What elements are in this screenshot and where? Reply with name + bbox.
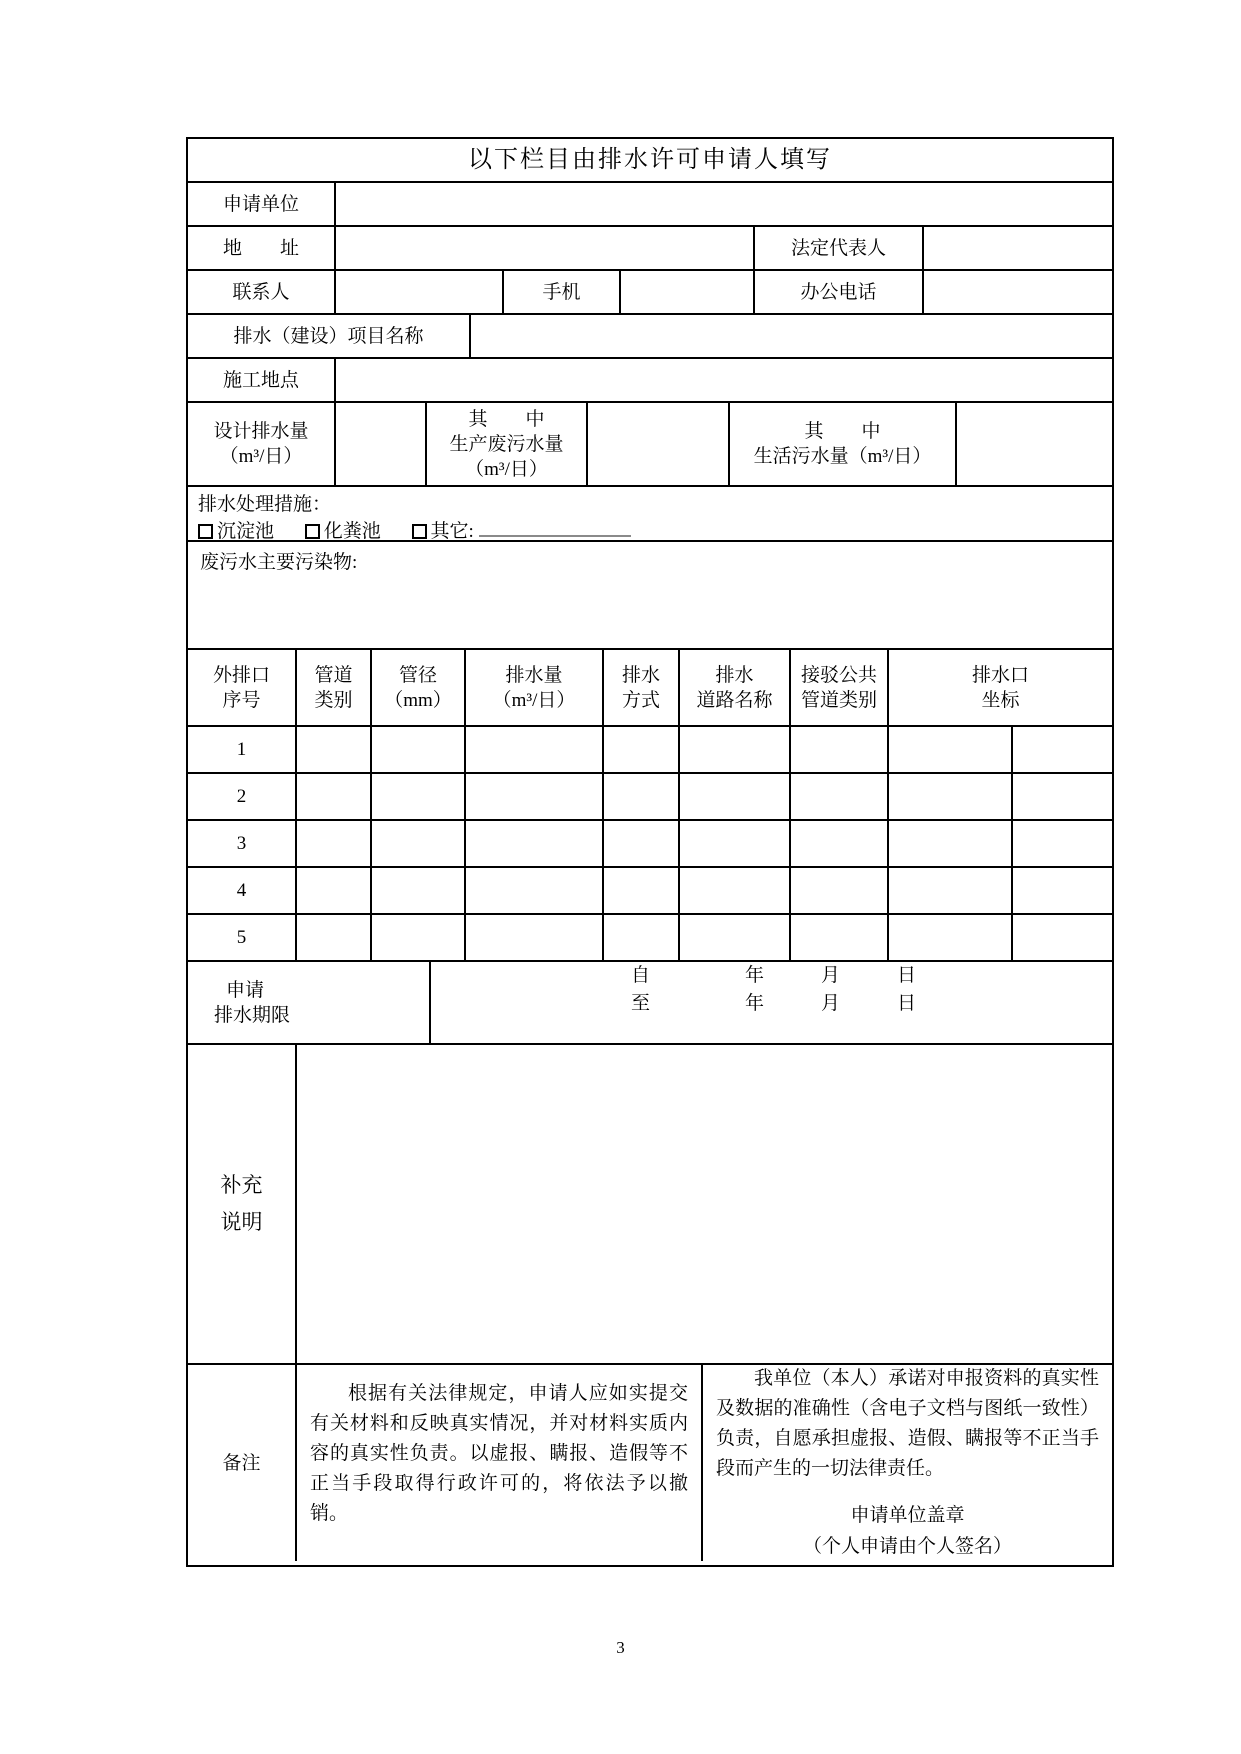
outlet-no-cell: 3	[188, 821, 297, 868]
pipe-diameter-cell[interactable]	[372, 915, 466, 962]
design-volume-value[interactable]	[336, 403, 427, 487]
coordinates-header-line1: 排水口	[971, 664, 1029, 686]
drain-volume-header-line1: 排水量	[505, 664, 563, 686]
public-pipe-type-cell[interactable]	[791, 774, 889, 821]
public-pipe-type-cell[interactable]	[791, 915, 889, 962]
drain-method-cell[interactable]	[604, 821, 680, 868]
design-volume-label	[188, 403, 336, 487]
form-section-title: 以下栏目由排水许可申请人填写	[188, 139, 1112, 183]
outlet-no-cell: 4	[188, 868, 297, 915]
table-row	[188, 821, 1112, 868]
contact-value[interactable]	[336, 271, 504, 315]
pipe-diameter-cell[interactable]	[372, 868, 466, 915]
checkbox-septic-tank[interactable]	[305, 524, 320, 539]
treatment-measures-title: 排水处理措施：	[198, 494, 332, 515]
coordinate-x-cell[interactable]	[889, 821, 1013, 868]
office-phone-label: 办公电话	[755, 271, 924, 315]
seal-line2: （个人申请由个人签名）	[802, 1536, 1012, 1557]
drain-volume-cell[interactable]	[466, 774, 604, 821]
design-volume-label-line1: 设计排水量	[213, 421, 309, 442]
public-pipe-header-line2: 管道类别	[800, 689, 877, 711]
road-name-cell[interactable]	[680, 915, 791, 962]
office-phone-value[interactable]	[924, 271, 1112, 315]
page-number: 3	[616, 1638, 625, 1657]
drain-volume-cell[interactable]	[466, 727, 604, 774]
seal-block	[716, 1500, 1099, 1561]
production-wastewater-label	[427, 403, 588, 487]
road-name-cell[interactable]	[680, 774, 791, 821]
treatment-measures-cell	[188, 487, 1112, 542]
pipe-diameter-header-line2: （mm）	[384, 689, 452, 711]
drainage-permit-form-table	[186, 137, 1114, 1567]
production-label-line2: 生产废污水量	[449, 433, 564, 455]
outlet-no-cell: 5	[188, 915, 297, 962]
pipe-type-cell[interactable]	[297, 868, 372, 915]
coordinate-x-cell[interactable]	[889, 915, 1013, 962]
table-row	[188, 868, 1112, 915]
drain-method-header-line1: 排水	[621, 664, 660, 686]
seal-line1: 申请单位盖章	[850, 1505, 965, 1526]
coordinate-x-cell[interactable]	[889, 727, 1013, 774]
period-from-line: 自 年 月 日	[631, 965, 917, 986]
treatment-options-line	[198, 518, 657, 542]
outlet-header-pipe-diameter	[372, 650, 466, 727]
treatment-option-septic	[305, 521, 381, 542]
pollutants-label: 废污水主要污染物:	[200, 552, 358, 573]
design-volume-label-line2: （m³/日）	[219, 446, 303, 467]
production-label-line1: 其 中	[468, 408, 545, 430]
coordinate-y-cell[interactable]	[1013, 727, 1112, 774]
pipe-type-header-line1: 管道	[314, 664, 353, 686]
checkbox-label-septic: 化粪池	[323, 521, 381, 542]
pipe-type-header-line2: 类别	[314, 689, 353, 711]
public-pipe-type-cell[interactable]	[791, 821, 889, 868]
outlet-header-drain-volume	[466, 650, 604, 727]
public-pipe-header-line1: 接驳公共	[800, 664, 877, 686]
period-to-line: 至 年 月 日	[631, 993, 917, 1014]
supplement-label	[188, 1045, 297, 1365]
checkbox-sedimentation-tank[interactable]	[198, 524, 213, 539]
remarks-commitment-cell	[703, 1365, 1112, 1561]
outlet-header-public-pipe-type	[791, 650, 889, 727]
public-pipe-type-cell[interactable]	[791, 868, 889, 915]
drain-volume-cell[interactable]	[466, 915, 604, 962]
pipe-type-cell[interactable]	[297, 774, 372, 821]
commitment-text: 我单位（本人）承诺对申报资料的真实性及数据的准确性（含电子文档与图纸一致性）负责，自愿承担虚报、造假、瞒报等不正当手段而产生的一切法律责任。	[716, 1368, 1099, 1479]
drain-volume-header-line2: （m³/日）	[492, 689, 576, 711]
coordinates-header-line2: 坐标	[981, 689, 1020, 711]
outlet-header-outlet-no	[188, 650, 297, 727]
pipe-diameter-cell[interactable]	[372, 821, 466, 868]
drain-method-cell[interactable]	[604, 868, 680, 915]
domestic-label-line1: 其 中	[804, 421, 881, 442]
drain-volume-cell[interactable]	[466, 821, 604, 868]
period-label-line1: 申请	[226, 979, 265, 1001]
contact-label: 联系人	[188, 271, 336, 315]
treatment-option-sedimentation	[198, 521, 274, 542]
domestic-label-line2: 生活污水量（m³/日）	[753, 446, 932, 467]
construction-site-label: 施工地点	[188, 359, 336, 403]
pipe-diameter-cell[interactable]	[372, 774, 466, 821]
mobile-label: 手机	[504, 271, 621, 315]
road-name-cell[interactable]	[680, 868, 791, 915]
supplement-label-line2: 说明	[220, 1210, 263, 1234]
legal-rep-label: 法定代表人	[755, 227, 924, 271]
outlet-no-header-line2: 序号	[222, 689, 261, 711]
road-name-header-line2: 道路名称	[696, 689, 773, 711]
applicant-unit-label: 申请单位	[188, 183, 336, 227]
outlet-no-cell: 2	[188, 774, 297, 821]
pipe-diameter-cell[interactable]	[372, 727, 466, 774]
legal-rep-value[interactable]	[924, 227, 1112, 271]
table-row	[188, 774, 1112, 821]
domestic-sewage-value[interactable]	[957, 403, 1112, 487]
outlet-header-pipe-type	[297, 650, 372, 727]
table-row	[188, 915, 1112, 962]
drain-method-cell[interactable]	[604, 915, 680, 962]
other-treatment-blank-line[interactable]	[479, 520, 631, 537]
road-name-cell[interactable]	[680, 727, 791, 774]
coordinate-y-cell[interactable]	[1013, 915, 1112, 962]
remarks-label: 备注	[188, 1365, 297, 1561]
road-name-header-line1: 排水	[715, 664, 754, 686]
coordinate-x-cell[interactable]	[889, 774, 1013, 821]
drain-method-header-line2: 方式	[621, 689, 660, 711]
period-label	[188, 962, 431, 1045]
outlet-no-cell: 1	[188, 727, 297, 774]
remarks-legal-text: 根据有关法律规定，申请人应如实提交有关材料和反映真实情况，并对材料实质内容的真实性负责。以虚报、瞒报、造假等不正当手段取得行政许可的，将依法予以撤销。	[310, 1383, 688, 1524]
mobile-value[interactable]	[621, 271, 755, 315]
pipe-type-cell[interactable]	[297, 821, 372, 868]
remarks-legal-text-cell	[297, 1365, 703, 1561]
checkbox-other[interactable]	[412, 524, 427, 539]
drain-method-cell[interactable]	[604, 727, 680, 774]
coordinate-y-cell[interactable]	[1013, 868, 1112, 915]
outlet-header-drain-method	[604, 650, 680, 727]
outlet-no-header-line1: 外排口	[212, 664, 270, 686]
drain-method-cell[interactable]	[604, 774, 680, 821]
checkbox-label-other: 其它:	[430, 521, 479, 542]
address-label: 地 址	[188, 227, 336, 271]
coordinate-y-cell[interactable]	[1013, 821, 1112, 868]
period-label-line2: 排水期限	[214, 1004, 291, 1026]
production-label-line3: （m³/日）	[465, 458, 548, 480]
road-name-cell[interactable]	[680, 821, 791, 868]
pollutants-cell[interactable]	[188, 542, 1112, 650]
pipe-diameter-header-line1: 管径	[398, 664, 437, 686]
period-value[interactable]	[431, 962, 1112, 1045]
construction-site-value[interactable]	[336, 359, 1112, 403]
address-value[interactable]	[336, 227, 755, 271]
applicant-unit-value[interactable]	[336, 183, 1112, 227]
project-name-value[interactable]	[471, 315, 1112, 359]
pipe-type-cell[interactable]	[297, 915, 372, 962]
supplement-value[interactable]	[297, 1045, 1112, 1365]
supplement-label-line1: 补充	[220, 1173, 263, 1197]
coordinate-x-cell[interactable]	[889, 868, 1013, 915]
checkbox-label-sedimentation: 沉淀池	[217, 521, 275, 542]
public-pipe-type-cell[interactable]	[791, 727, 889, 774]
outlet-header-coordinates	[889, 650, 1112, 727]
drain-volume-cell[interactable]	[466, 868, 604, 915]
table-row	[188, 727, 1112, 774]
coordinate-y-cell[interactable]	[1013, 774, 1112, 821]
project-name-label: 排水（建设）项目名称	[188, 315, 471, 359]
domestic-sewage-label	[730, 403, 957, 487]
treatment-option-other	[412, 521, 631, 542]
production-wastewater-value[interactable]	[588, 403, 730, 487]
pipe-type-cell[interactable]	[297, 727, 372, 774]
outlet-header-road-name	[680, 650, 791, 727]
